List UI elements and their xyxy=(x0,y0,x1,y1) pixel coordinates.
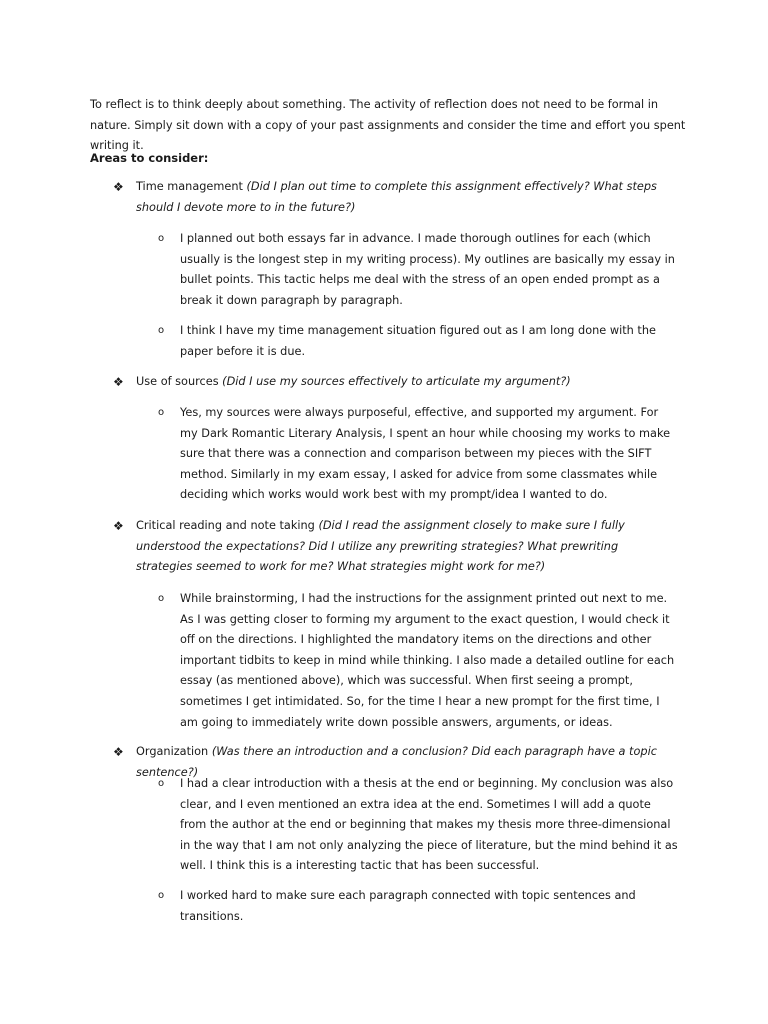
circle-bullet-icon: o xyxy=(158,325,165,336)
item-question: (Did I read the assignment closely to make sure I fully understood the expectations? Did I utilize any prewriting strategies? What prewriting strategies seemed to work for me? What strategies might work for me?) xyxy=(136,519,625,574)
list-item-critical-reading xyxy=(113,516,673,578)
circle-bullet-icon: o xyxy=(158,890,165,901)
item-question: (Did I use my sources effectively to articulate my argument?) xyxy=(222,375,571,388)
sub-list-item xyxy=(158,589,678,733)
answer-text: I had a clear introduction with a thesis at the end or beginning. My conclusion was also clear, and I even mentioned an extra idea at the end. Sometimes I will add a quote from the author at the end or beginning that makes my thesis more three-dimensional in the way that I am not only analyzing the piece of literature, but the mind behind it as well. I think this is a interesting tactic that has been successful. xyxy=(180,777,678,873)
sub-list-item xyxy=(158,321,678,362)
answer-text: Yes, my sources were always purposeful, effective, and supported my argument. For my Dark Romantic Literary Analysis, I spent an hour while choosing my works to make sure that there was a connection and comparison between my pieces with the SIFT method. Similarly in my exam essay, I asked for advice from some classmates while deciding which works would work best with my prompt/idea I wanted to do. xyxy=(180,406,671,502)
list-item-time-management xyxy=(113,177,673,218)
answer-text: I worked hard to make sure each paragraph connected with topic sentences and transitions. xyxy=(180,889,636,923)
circle-bullet-icon: o xyxy=(158,407,165,418)
circle-bullet-icon: o xyxy=(158,778,165,789)
list-item-use-of-sources xyxy=(113,372,673,393)
answer-text: While brainstorming, I had the instructions for the assignment printed out next to me. As I was getting closer to forming my argument to the exact question, I would check it off on the directions. I highlighted the mandatory items on the directions and other important tidbits to keep in mind while thinking. I also made a detailed outline for each essay (as mentioned above), which was successful. When first seeing a prompt, sometimes I get intimidated. So, for the time I hear a new prompt for the first time, I am going to immediately write down possible answers, arguments, or ideas. xyxy=(180,592,675,729)
sub-list-item xyxy=(158,229,678,311)
item-question: (Did I plan out time to complete this assignment effectively? What steps should I devote more to in the future?) xyxy=(136,180,657,214)
item-topic: Critical reading and note taking xyxy=(136,519,315,532)
item-topic: Time management xyxy=(136,180,243,193)
item-question: (Was there an introduction and a conclusion? Did each paragraph have a topic sentence?) xyxy=(136,745,657,779)
sub-list-item xyxy=(158,774,678,877)
diamond-bullet-icon: ❖ xyxy=(113,375,124,389)
answer-text: I think I have my time management situation figured out as I am long done with the paper before it is due. xyxy=(180,324,656,358)
item-topic: Use of sources xyxy=(136,375,219,388)
sub-list-item xyxy=(158,886,678,927)
circle-bullet-icon: o xyxy=(158,593,165,604)
answer-text: I planned out both essays far in advance. I made thorough outlines for each (which usually is the longest step in my writing process). My outlines are basically my essay in bullet points. This tactic helps me deal with the stress of an open ended prompt as a break it down paragraph by paragraph. xyxy=(180,232,675,307)
diamond-bullet-icon: ❖ xyxy=(113,745,124,759)
areas-heading: Areas to consider: xyxy=(90,151,209,165)
item-topic: Organization xyxy=(136,745,209,758)
diamond-bullet-icon: ❖ xyxy=(113,180,124,194)
intro-paragraph: To reflect is to think deeply about something. The activity of reflection does not need to be formal in nature. Simply sit down with a copy of your past assignments and consider the time and effort you spent writing it. xyxy=(90,98,686,153)
diamond-bullet-icon: ❖ xyxy=(113,519,124,533)
sub-list-item xyxy=(158,403,678,506)
circle-bullet-icon: o xyxy=(158,233,165,244)
